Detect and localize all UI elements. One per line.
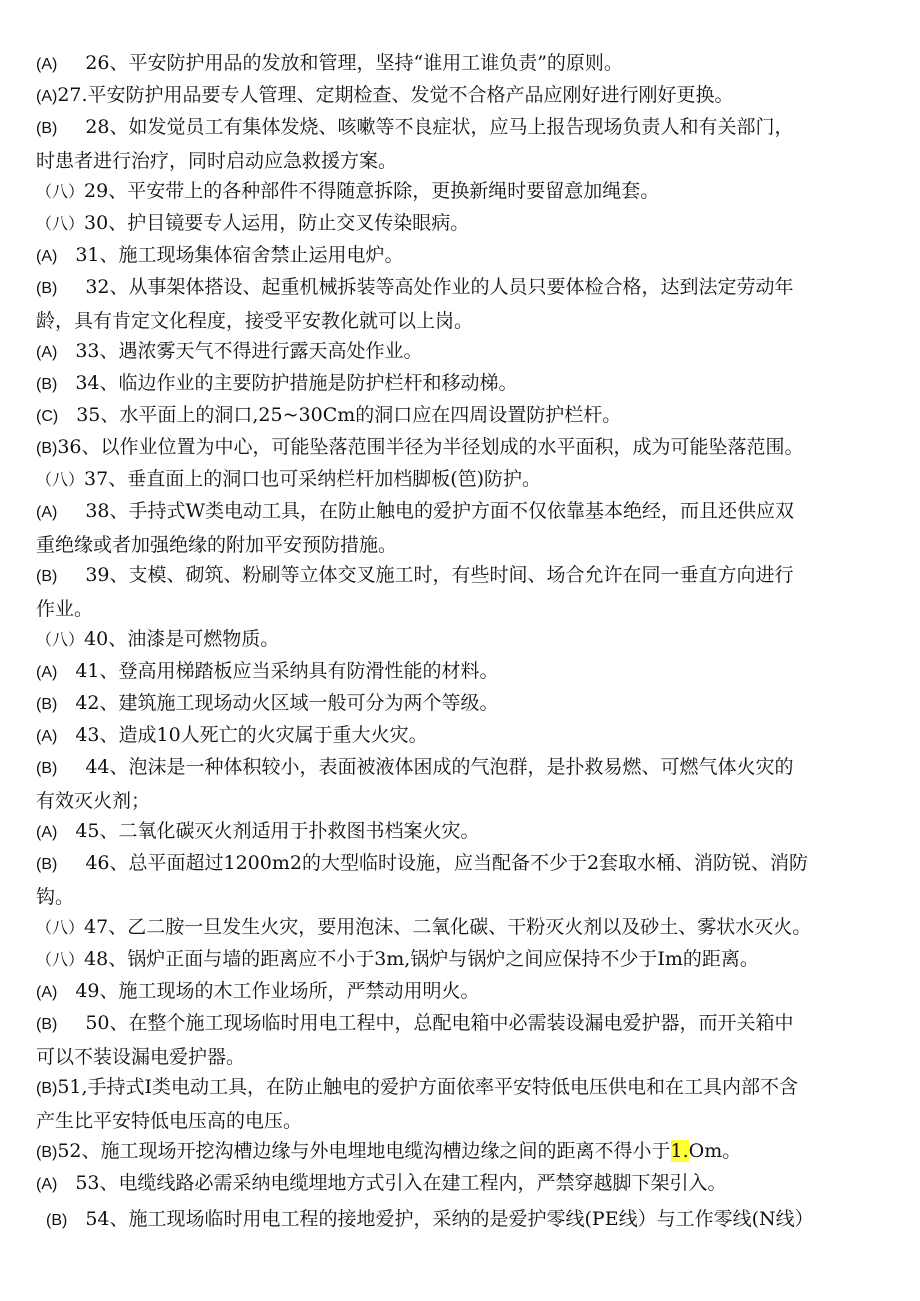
question-26 bbox=[36, 47, 886, 81]
question-33 bbox=[36, 335, 886, 369]
question-text: 44、泡沫是一种体积较小，表面被液体困成的气泡群，是扑救易燃、可燃气体火灾的 bbox=[85, 756, 794, 778]
question-text: 28、如发觉员工有集体发烧、咳嗽等不良症状，应马上报告现场负责人和有关部门， bbox=[85, 116, 794, 138]
question-text: 32、从事架体搭设、起重机械拆装等高处作业的人员只要体检合格，达到法定劳动年 bbox=[85, 276, 794, 298]
answer-mark: (A) bbox=[36, 728, 58, 745]
question-text: 40、油漆是可燃物质。 bbox=[84, 628, 280, 650]
question-53 bbox=[36, 1167, 886, 1201]
question-text: 39、支模、砌筑、粉刷等立体交叉施工时，有些时间、场合允许在同一垂直方向进行 bbox=[85, 564, 794, 586]
answer-mark: (B) bbox=[36, 1016, 58, 1033]
question-text-continued: 作业。 bbox=[36, 598, 94, 620]
question-text: 54、施工现场临时用电工程的接地爱护，采纳的是爱护零线(PE线）与工作零线(N线） bbox=[85, 1208, 814, 1230]
question-36 bbox=[36, 431, 886, 465]
answer-mark: (B) bbox=[36, 280, 58, 297]
question-40 bbox=[36, 623, 886, 657]
question-47 bbox=[36, 911, 886, 945]
question-text: 51,手持式I类电动工具，在防止触电的爱护方面依率平安特低电压供电和在工具内部不含 bbox=[57, 1076, 799, 1098]
question-43 bbox=[36, 719, 886, 753]
answer-mark: （八） bbox=[36, 184, 85, 201]
answer-mark: (A) bbox=[36, 664, 58, 681]
question-38 bbox=[36, 495, 886, 561]
question-31 bbox=[36, 239, 886, 273]
answer-mark: (B) bbox=[36, 696, 58, 713]
question-41 bbox=[36, 655, 886, 689]
question-text-tail: Om。 bbox=[688, 1140, 742, 1162]
question-text: 41、登高用梯踏板应当采纳具有防滑性能的材料。 bbox=[75, 660, 499, 682]
question-39 bbox=[36, 559, 886, 625]
question-text: 30、护目镜要专人运用，防止交叉传染眼病。 bbox=[84, 212, 470, 234]
answer-mark: （八） bbox=[36, 920, 85, 937]
answer-mark: （八） bbox=[36, 952, 85, 969]
question-text-continued: 产生比平安特低电压高的电压。 bbox=[36, 1110, 303, 1132]
question-42 bbox=[36, 687, 886, 721]
answer-mark: (B) bbox=[36, 1080, 58, 1097]
question-text: 38、手持式W类电动工具，在防止触电的爱护方面不仅依靠基本绝经，而且还供应双 bbox=[85, 500, 795, 522]
question-54 bbox=[46, 1203, 896, 1237]
answer-mark: (A) bbox=[36, 504, 58, 521]
question-text: 35、水平面上的洞口,25~30Cm的洞口应在四周设置防护栏杆。 bbox=[76, 404, 622, 426]
question-35 bbox=[36, 399, 886, 433]
answer-mark: （八） bbox=[36, 216, 85, 233]
question-45 bbox=[36, 815, 886, 849]
question-text-continued: 可以不装设漏电爱护器。 bbox=[36, 1046, 246, 1068]
question-text-continued: 龄，具有肯定文化程度，接受平安教化就可以上岗。 bbox=[36, 310, 474, 332]
question-text: 36、以作业位置为中心，可能坠落范围半径为半径划成的水平面积，成为可能坠落范围。 bbox=[57, 436, 804, 458]
question-text: 49、施工现场的木工作业场所，严禁动用明火。 bbox=[75, 980, 480, 1002]
question-text: 48、锅炉正面与墙的距离应不小于3m,锅炉与锅炉之间应保持不少于Im的距离。 bbox=[84, 948, 759, 970]
answer-mark: (B) bbox=[36, 376, 58, 393]
question-34 bbox=[36, 367, 886, 401]
answer-mark: (A) bbox=[36, 344, 58, 361]
question-text-continued: 有效灭火剂； bbox=[36, 790, 151, 812]
answer-mark: (A) bbox=[36, 1176, 58, 1193]
question-text: 27.平安防护用品要专人管理、定期检查、发觉不合格产品应刚好进行刚好更换。 bbox=[57, 84, 734, 106]
question-46 bbox=[36, 847, 886, 913]
question-text: 33、遇浓雾天气不得进行露天高处作业。 bbox=[75, 340, 423, 362]
answer-mark: (B) bbox=[36, 568, 58, 585]
answer-mark: (A) bbox=[36, 88, 58, 105]
question-text: 45、二氧化碳灭火剂适用于扑救图书档案火灾。 bbox=[75, 820, 480, 842]
question-text: 26、平安防护用品的发放和管理，坚持“谁用工谁负责”的原则。 bbox=[85, 52, 623, 74]
question-text-continued: 钩。 bbox=[36, 886, 75, 908]
answer-mark: (A) bbox=[36, 984, 58, 1001]
question-text: 37、垂直面上的洞口也可采纳栏杆加档脚板(笆)防护。 bbox=[84, 468, 542, 490]
question-50 bbox=[36, 1007, 886, 1073]
answer-mark: (B) bbox=[36, 440, 58, 457]
answer-mark: （八） bbox=[36, 632, 85, 649]
question-text: 46、总平面超过1200m2的大型临时设施，应当配备不少于2套取水桶、消防锐、消防 bbox=[85, 852, 809, 874]
question-text: 31、施工现场集体宿舍禁止运用电炉。 bbox=[75, 244, 404, 266]
question-text: 53、电缆线路必需采纳电缆埋地方式引入在建工程内，严禁穿越脚下架引入。 bbox=[75, 1172, 727, 1194]
answer-mark: (A) bbox=[36, 56, 58, 73]
question-29 bbox=[36, 175, 886, 209]
answer-mark: (B) bbox=[36, 120, 58, 137]
question-28 bbox=[36, 111, 886, 177]
question-52 bbox=[36, 1135, 886, 1169]
question-51 bbox=[36, 1071, 886, 1137]
question-text: 50、在整个施工现场临时用电工程中，总配电箱中必需装设漏电爱护器，而开关箱中 bbox=[85, 1012, 794, 1034]
answer-mark: (A) bbox=[36, 824, 58, 841]
question-text: 43、造成10人死亡的火灾属于重大火灾。 bbox=[75, 724, 428, 746]
answer-mark: (A) bbox=[36, 248, 58, 265]
question-text: 42、建筑施工现场动火区域一般可分为两个等级。 bbox=[75, 692, 499, 714]
highlighted-text: 1. bbox=[670, 1140, 689, 1162]
question-text: 34、临边作业的主要防护措施是防护栏杆和移动梯。 bbox=[75, 372, 518, 394]
question-49 bbox=[36, 975, 886, 1009]
question-32 bbox=[36, 271, 886, 337]
question-27 bbox=[36, 79, 886, 113]
answer-mark: (B) bbox=[36, 856, 58, 873]
question-text: 29、平安带上的各种部件不得随意拆除，更换新绳时要留意加绳套。 bbox=[84, 180, 660, 202]
question-text: 47、乙二胺一旦发生火灾，要用泡沫、二氧化碳、干粉灭火剂以及砂土、雾状水灭火。 bbox=[84, 916, 812, 938]
question-48 bbox=[36, 943, 886, 977]
question-text-continued: 时患者进行治疗，同时启动应急救援方案。 bbox=[36, 150, 398, 172]
question-text-continued: 重绝缘或者加强绝缘的附加平安预防措施。 bbox=[36, 534, 398, 556]
question-30 bbox=[36, 207, 886, 241]
answer-mark: (C) bbox=[36, 408, 59, 425]
answer-mark: (B) bbox=[36, 760, 58, 777]
question-text: 52、施工现场开挖沟槽边缘与外电埋地电缆沟槽边缘之间的距离不得小于 bbox=[57, 1140, 671, 1162]
answer-mark: (B) bbox=[46, 1212, 68, 1229]
question-37 bbox=[36, 463, 886, 497]
answer-mark: （八） bbox=[36, 472, 85, 489]
answer-mark: (B) bbox=[36, 1144, 58, 1161]
question-44 bbox=[36, 751, 886, 817]
